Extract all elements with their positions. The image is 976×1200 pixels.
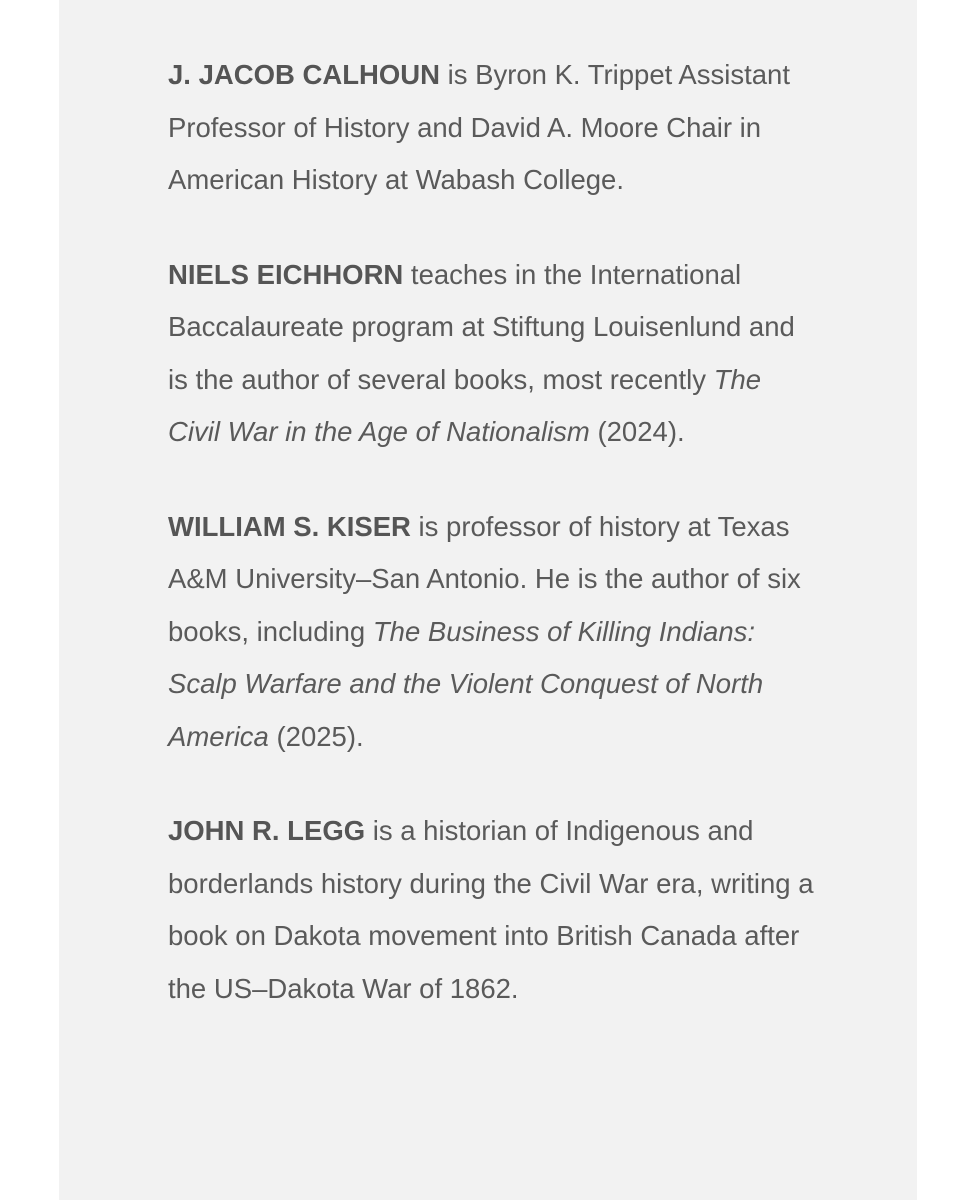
contributor-bios [168,49,818,1057]
author-name: JOHN R. LEGG [168,815,366,846]
bio-calhoun [168,49,818,207]
bio-text: teaches in the International Baccalaureate program at Stiftung Louisenlund and is the author of several books, most recently [168,258,795,395]
book-title: The Civil War in the Age of Nationalism [168,363,762,447]
bio-legg [168,805,818,1015]
book-title: The Business of Killing Indians: Scalp Warfare and the Violent Conquest of North America [168,615,764,752]
bio-text: is professor of history at Texas A&M University–San Antonio. He is the author of six books, including [168,510,801,647]
page-background [59,0,917,1200]
bio-eichhorn [168,249,818,459]
bio-text-end: (2025). [268,720,364,752]
bio-kiser [168,501,818,764]
author-name: NIELS EICHHORN [168,258,404,290]
author-name: J. JACOB CALHOUN [168,59,440,90]
bio-text: is Byron K. Trippet Assistant Professor of History and David A. Moore Chair in American History at Wabash College. [168,59,790,195]
bio-text: is a historian of Indigenous and borderlands history during the Civil War era, writing a book on Dakota movement into British Canada after the US–Dakota War of 1862. [168,815,814,1004]
author-name: WILLIAM S. KISER [168,510,411,542]
bio-text-end: (2024). [589,416,685,447]
